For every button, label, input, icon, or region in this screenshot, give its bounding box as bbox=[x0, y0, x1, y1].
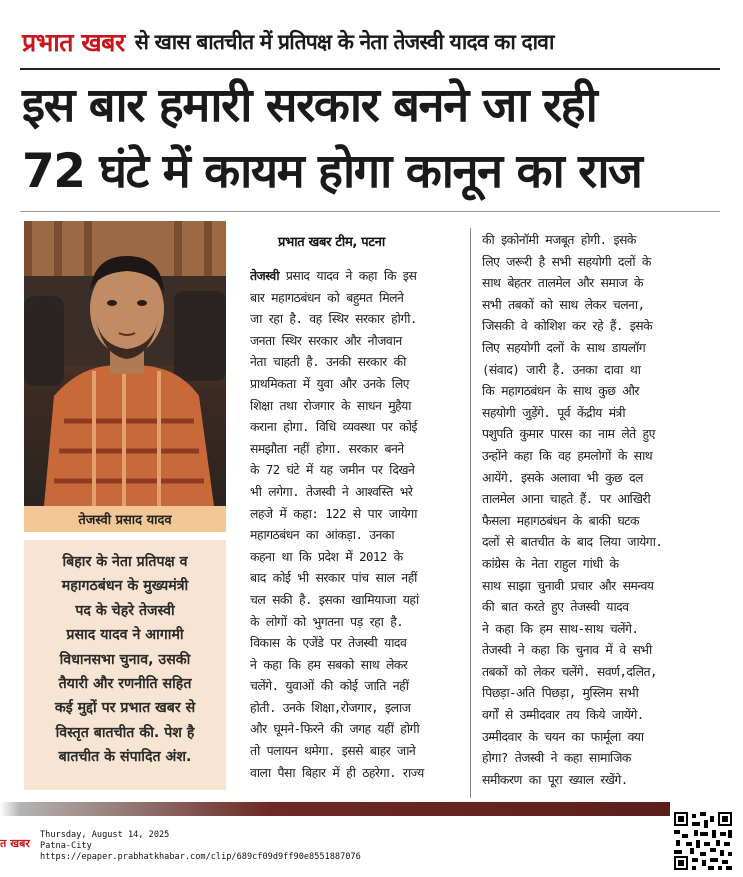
body-line: वर्गों से उम्मीदवार तय किये जायेंगे. bbox=[482, 707, 644, 723]
body-line: महागठबंधन का आंकड़ा. उनका bbox=[250, 527, 395, 543]
summary-line: प्रसाद यादव ने आगामी bbox=[66, 627, 184, 644]
body-line: प्राथमिकता में युवा और उनके लिए bbox=[250, 375, 409, 391]
headline-line-1: इस बार हमारी सरकार बनने जा रही bbox=[22, 78, 597, 133]
summary-line: महागठबंधन के मुख्यमंत्री bbox=[61, 578, 189, 595]
body-line: साथ साझा चुनावी प्रचार और समन्वय bbox=[482, 577, 654, 593]
top-rule bbox=[20, 68, 720, 70]
body-line: जिसकी वे कोशिश कर रहे हैं. इसके bbox=[482, 318, 653, 334]
body-line: कहना था कि प्रदेश में 2012 के bbox=[250, 548, 403, 564]
body-line: (संवाद) जारी है. उनका दावा था bbox=[482, 361, 641, 377]
body-line: पशुपति कुमार पारस का नाम लेते हुए bbox=[482, 426, 655, 442]
body-line: बार महागठबंधन को बहुमत मिलने bbox=[250, 289, 404, 305]
body-line: ने कहा कि हम सबको साथ लेकर bbox=[250, 656, 408, 672]
body-line: दलों से बातचीत के बाद लिया जायेगा. bbox=[482, 534, 663, 550]
portrait-illustration bbox=[24, 221, 226, 506]
summary-line: कई मुद्दों पर प्रभात खबर से bbox=[54, 700, 196, 717]
summary-line: तैयारी और रणनीति सहित bbox=[58, 676, 192, 693]
column-divider bbox=[470, 228, 471, 798]
summary-line: विधानसभा चुनाव, उसकी bbox=[59, 651, 191, 668]
body-line: वाला पैसा बिहार में ही ठहरेगा. राज्य bbox=[250, 764, 424, 780]
headline-rule bbox=[20, 211, 720, 212]
body-line: फैसला महागठबंधन के बाकी घटक bbox=[482, 512, 639, 528]
byline: प्रभात खबर टीम, पटना bbox=[278, 235, 385, 250]
body-line: लिए सहयोगी दलों के साथ डायलॉग bbox=[482, 339, 646, 355]
body-column-2 bbox=[482, 229, 700, 790]
qr-code-icon[interactable] bbox=[672, 810, 734, 872]
body-line: आयेंगे. इसके अलावा भी कुछ दल bbox=[482, 469, 643, 485]
kicker bbox=[22, 20, 722, 64]
summary-line: बातचीत के संपादित अंश. bbox=[58, 749, 192, 766]
body-line bbox=[250, 265, 468, 287]
portrait-photo bbox=[24, 221, 226, 506]
body-line: विकास के एजेंडे पर तेजस्वी यादव bbox=[250, 635, 407, 651]
body-line: होगा? तेजस्वी ने कहा सामाजिक bbox=[482, 750, 631, 766]
footer-meta bbox=[40, 830, 361, 863]
body-line: लिए जरूरी है सभी सहयोगी दलों के bbox=[482, 253, 651, 269]
body-line: जनता स्थिर सरकार और नौजवान bbox=[250, 332, 402, 348]
body-text: प्रसाद यादव ने कहा कि इस bbox=[278, 268, 417, 283]
body-line: चलेंगे. युवाओं की कोई जाति नहीं bbox=[250, 678, 409, 694]
body-line: की इकोनॉमी मजबूत होगी. इसके bbox=[482, 232, 636, 247]
body-line: तालमेल आना चाहते हैं. पर आखिरी bbox=[482, 491, 651, 507]
body-line: के 72 घंटे में यह जमीन पर दिखने bbox=[250, 462, 415, 478]
footer-url[interactable]: https://epaper.prabhatkhabar.com/clip/689cf09d9ff90e8551887076 bbox=[40, 852, 361, 862]
body-line: समझौता नहीं होगा. सरकार बनने bbox=[250, 440, 404, 456]
body-line: तेजस्वी ने कहा कि चुनाव में वे सभी bbox=[482, 642, 652, 658]
body-line: लहजे में कहा: 122 से पार जायेगा bbox=[250, 505, 417, 521]
footer-bar bbox=[0, 802, 670, 816]
body-line: साथ बेहतर तालमेल और समाज के bbox=[482, 275, 643, 291]
lead-word: तेजस्वी bbox=[250, 268, 279, 283]
body-line: कांग्रेस के नेता राहुल गांधी के bbox=[482, 555, 619, 571]
body-line: शिक्षा तथा रोजगार के साधन मुहैया bbox=[250, 397, 411, 413]
body-line: बाद कोई भी सरकार पांच साल नहीं bbox=[250, 570, 417, 586]
summary-line: पद के चेहरे तेजस्वी bbox=[75, 602, 175, 619]
footer-edition: Patna-City bbox=[40, 841, 92, 851]
body-line: तो पलायन थमेगा. इससे बाहर जाने bbox=[250, 743, 416, 759]
kicker-text: से खास बातचीत में प्रतिपक्ष के नेता तेजस्वी यादव का दावा bbox=[134, 30, 554, 54]
body-line: की बात करते हुए तेजस्वी यादव bbox=[482, 599, 629, 615]
photo-caption: तेजस्वी प्रसाद यादव bbox=[24, 506, 226, 532]
body-line: सभी तबकों को साथ लेकर चलना, bbox=[482, 296, 645, 312]
body-line: तबकों को लेकर चलेंगे. सवर्ण,दलित, bbox=[482, 663, 657, 679]
headline-line-2: 72 घंटे में कायम होगा कानून का राज bbox=[22, 144, 642, 199]
summary-line: विस्तृत बातचीत की. पेश है bbox=[55, 724, 195, 741]
body-line: और घूमने-फिरने की जगह यहीं होगी bbox=[250, 721, 420, 737]
footer-date: Thursday, August 14, 2025 bbox=[40, 830, 170, 840]
body-line: चल सकी है. इसका खामियाजा यहां bbox=[250, 591, 419, 607]
body-line: ने कहा कि हम साथ-साथ चलेंगे. bbox=[482, 620, 639, 636]
body-line: कराना होगा. विधि व्यवस्था पर कोई bbox=[250, 419, 417, 435]
body-line: होती. उनके शिक्षा,रोजगार, इलाज bbox=[250, 699, 411, 715]
body-line: जा रहा है. वह स्थिर सरकार होगी. bbox=[250, 311, 417, 327]
body-line: पिछड़ा-अति पिछड़ा, मुस्लिम सभी bbox=[482, 685, 639, 701]
body-line: कि महागठबंधन के साथ कुछ और bbox=[482, 383, 639, 399]
brand-name: प्रभात खबर bbox=[22, 28, 125, 57]
body-column-1 bbox=[250, 265, 468, 783]
summary-line: बिहार के नेता प्रतिपक्ष व bbox=[62, 554, 188, 570]
body-line: के लोगों को भुगतना पड़ रहा है. bbox=[250, 613, 404, 629]
body-line: भी लगेगा. तेजस्वी ने आश्वस्ति भरे bbox=[250, 483, 413, 499]
summary-box bbox=[24, 540, 226, 790]
footer-logo: त खबर bbox=[0, 837, 30, 850]
body-line: सहयोगी जुड़ेंगे. पूर्व केंद्रीय मंत्री bbox=[482, 404, 626, 420]
body-line: उम्मीदवार के चयन का फार्मूला क्या bbox=[482, 728, 644, 744]
body-line: उन्होंने कहा कि वह हमलोगों के साथ bbox=[482, 447, 653, 463]
body-line: समीकरण का पूरा ख्याल रखेंगे. bbox=[482, 771, 628, 787]
body-line: नेता चाहती है. उनकी सरकार की bbox=[250, 354, 406, 370]
